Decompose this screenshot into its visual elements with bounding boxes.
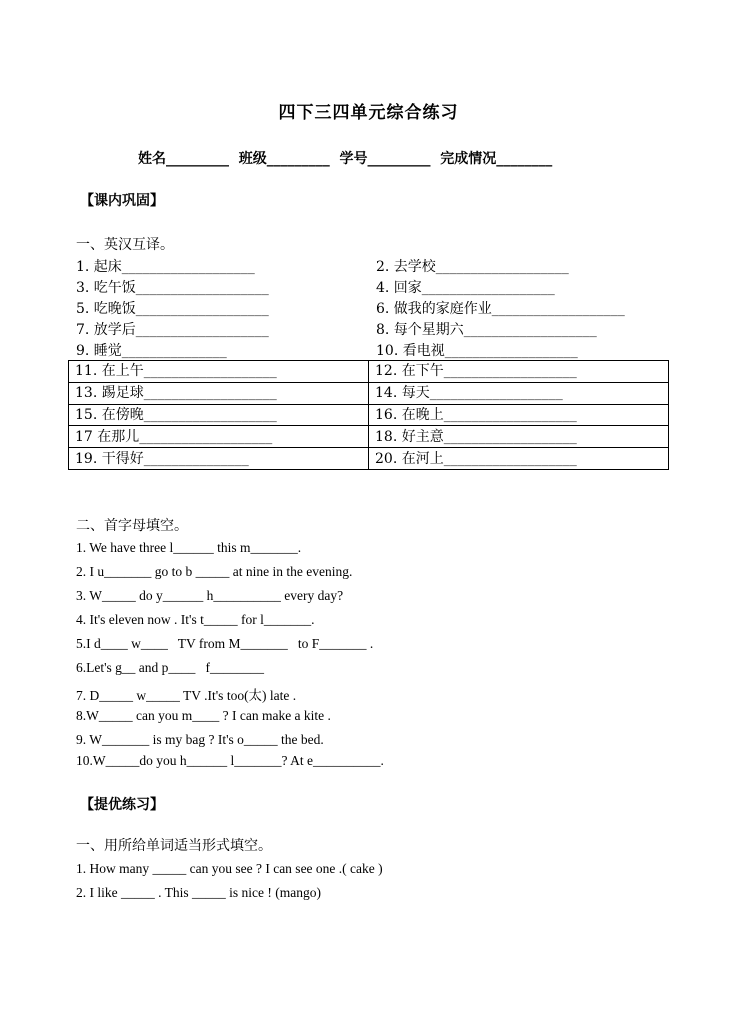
translate-item: 5. 吃晚饭___________________ [76,301,269,317]
table-cell: 11. 在上午___________________ [69,361,369,383]
table-cell: 14. 每天___________________ [369,382,669,404]
table-cell: 17 在那儿___________________ [69,426,369,448]
part2-heading: 二、首字母填空。 [76,518,188,534]
part1-heading: 一、英汉互译。 [76,237,174,253]
translate-item: 3. 吃午饭___________________ [76,280,269,296]
fill-letter-item: 4. It's eleven now . It's t_____ for l_______. [76,612,315,627]
fill-letter-item: 3. W_____ do y______ h__________ every day? [76,588,344,603]
table-cell: 16. 在晚上___________________ [369,404,669,426]
table-row [69,382,669,404]
table-cell: 12. 在下午___________________ [369,361,669,383]
table-row [69,361,669,383]
table-cell: 19. 干得好_______________ [69,448,369,470]
section-heading-advanced: 【提优练习】 [80,797,164,813]
fill-letter-item: 1. We have three l______ this m_______. [76,540,302,555]
translate-item: 2. 去学校___________________ [376,259,569,275]
page-title: 四下三四单元综合练习 [278,103,459,123]
translate-table [68,360,669,470]
section-heading-in-class: 【课内巩固】 [80,193,164,209]
fill-letter-item: 9. W_______ is my bag ? It's o_____ the bed. [76,732,324,747]
part3-heading: 一、用所给单词适当形式填空。 [76,838,272,854]
table-row [69,404,669,426]
table-cell: 15. 在傍晚___________________ [69,404,369,426]
fill-letter-item: 10.W_____do you h______ l_______? At e__________. [76,753,384,768]
table-cell: 20. 在河上___________________ [369,448,669,470]
fill-letter-item: 6.Let's g__ and p____ f________ [76,660,265,675]
fill-letter-item: 5.I d____ w____ TV from M_______ to F_______ . [76,636,374,651]
word-form-item: 2. I like _____ . This _____ is nice ! (mango) [76,885,321,900]
translate-item: 8. 每个星期六___________________ [376,322,597,338]
translate-item: 6. 做我的家庭作业___________________ [376,301,625,317]
table-cell: 13. 踢足球___________________ [69,382,369,404]
translate-item: 7. 放学后___________________ [76,322,269,338]
student-info-line: 姓名_________ 班级_________ 学号_________ 完成情况________ [138,151,553,167]
translate-item: 9. 睡觉_______________ [76,343,227,359]
table-row [69,426,669,448]
fill-letter-item: 8.W_____ can you m____ ? I can make a kite . [76,708,331,723]
translate-item: 4. 回家___________________ [376,280,555,296]
fill-letter-item: 7. D_____ w_____ TV .It's too(太) late . [76,688,297,703]
word-form-item: 1. How many _____ can you see ? I can see one .( cake ) [76,861,383,876]
translate-item: 10. 看电视___________________ [376,343,578,359]
table-cell: 18. 好主意___________________ [369,426,669,448]
table-row [69,448,669,470]
translate-item: 1. 起床___________________ [76,259,255,275]
fill-letter-item: 2. I u_______ go to b _____ at nine in the evening. [76,564,353,579]
